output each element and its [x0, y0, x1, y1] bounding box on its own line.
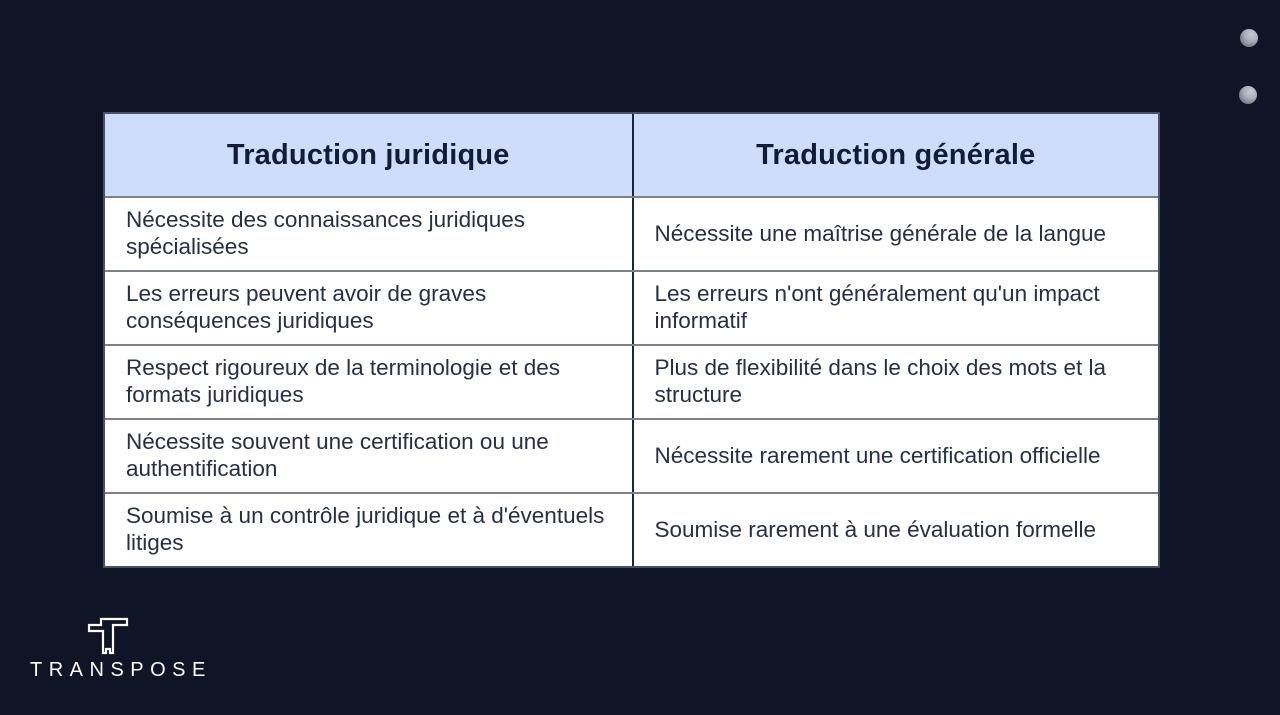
table-header-left: Traduction juridique [226, 138, 510, 171]
table-header-row [105, 114, 1158, 196]
cell-text: Nécessite rarement une certification officielle [654, 442, 1101, 468]
table-cell-left [105, 420, 632, 492]
brand-wordmark: TRANSPOSE [30, 659, 212, 681]
cell-text: Respect rigoureux de la terminologie et des formats juridiques [126, 355, 560, 407]
table-row [105, 492, 1158, 566]
table-cell-left [105, 494, 632, 566]
table-row [105, 418, 1158, 492]
table-row [105, 270, 1158, 344]
brand-logo [30, 615, 212, 682]
comparison-table [103, 112, 1160, 568]
table-row [105, 344, 1158, 418]
table-row [105, 196, 1158, 270]
decor-sphere-dot [1240, 29, 1258, 47]
table-cell-right [632, 272, 1159, 344]
cell-text: Soumise rarement à une évaluation formelle [654, 516, 1096, 542]
cell-text: Les erreurs peuvent avoir de graves conséquences juridiques [126, 281, 487, 333]
table-cell-right [632, 198, 1159, 270]
cell-text: Plus de flexibilité dans le choix des mots et la structure [654, 355, 1106, 407]
cell-text: Nécessite des connaissances juridiques spécialisées [126, 207, 525, 259]
decor-sphere-dot [1239, 86, 1257, 104]
table-cell-right [632, 420, 1159, 492]
table-cell-left [105, 272, 632, 344]
table-cell-right [632, 494, 1159, 566]
cell-text: Les erreurs n'ont généralement qu'un impact informatif [654, 281, 1100, 333]
table-header-right: Traduction générale [632, 114, 1159, 196]
table-cell-right [632, 346, 1159, 418]
transpose-t-icon [86, 615, 130, 657]
cell-text: Nécessite une maîtrise générale de la langue [654, 220, 1107, 246]
table-cell-left [105, 198, 632, 270]
table-cell-left [105, 346, 632, 418]
cell-text: Nécessite souvent une certification ou une authentification [126, 429, 549, 481]
cell-text: Soumise à un contrôle juridique et à d'éventuels litiges [126, 503, 605, 555]
